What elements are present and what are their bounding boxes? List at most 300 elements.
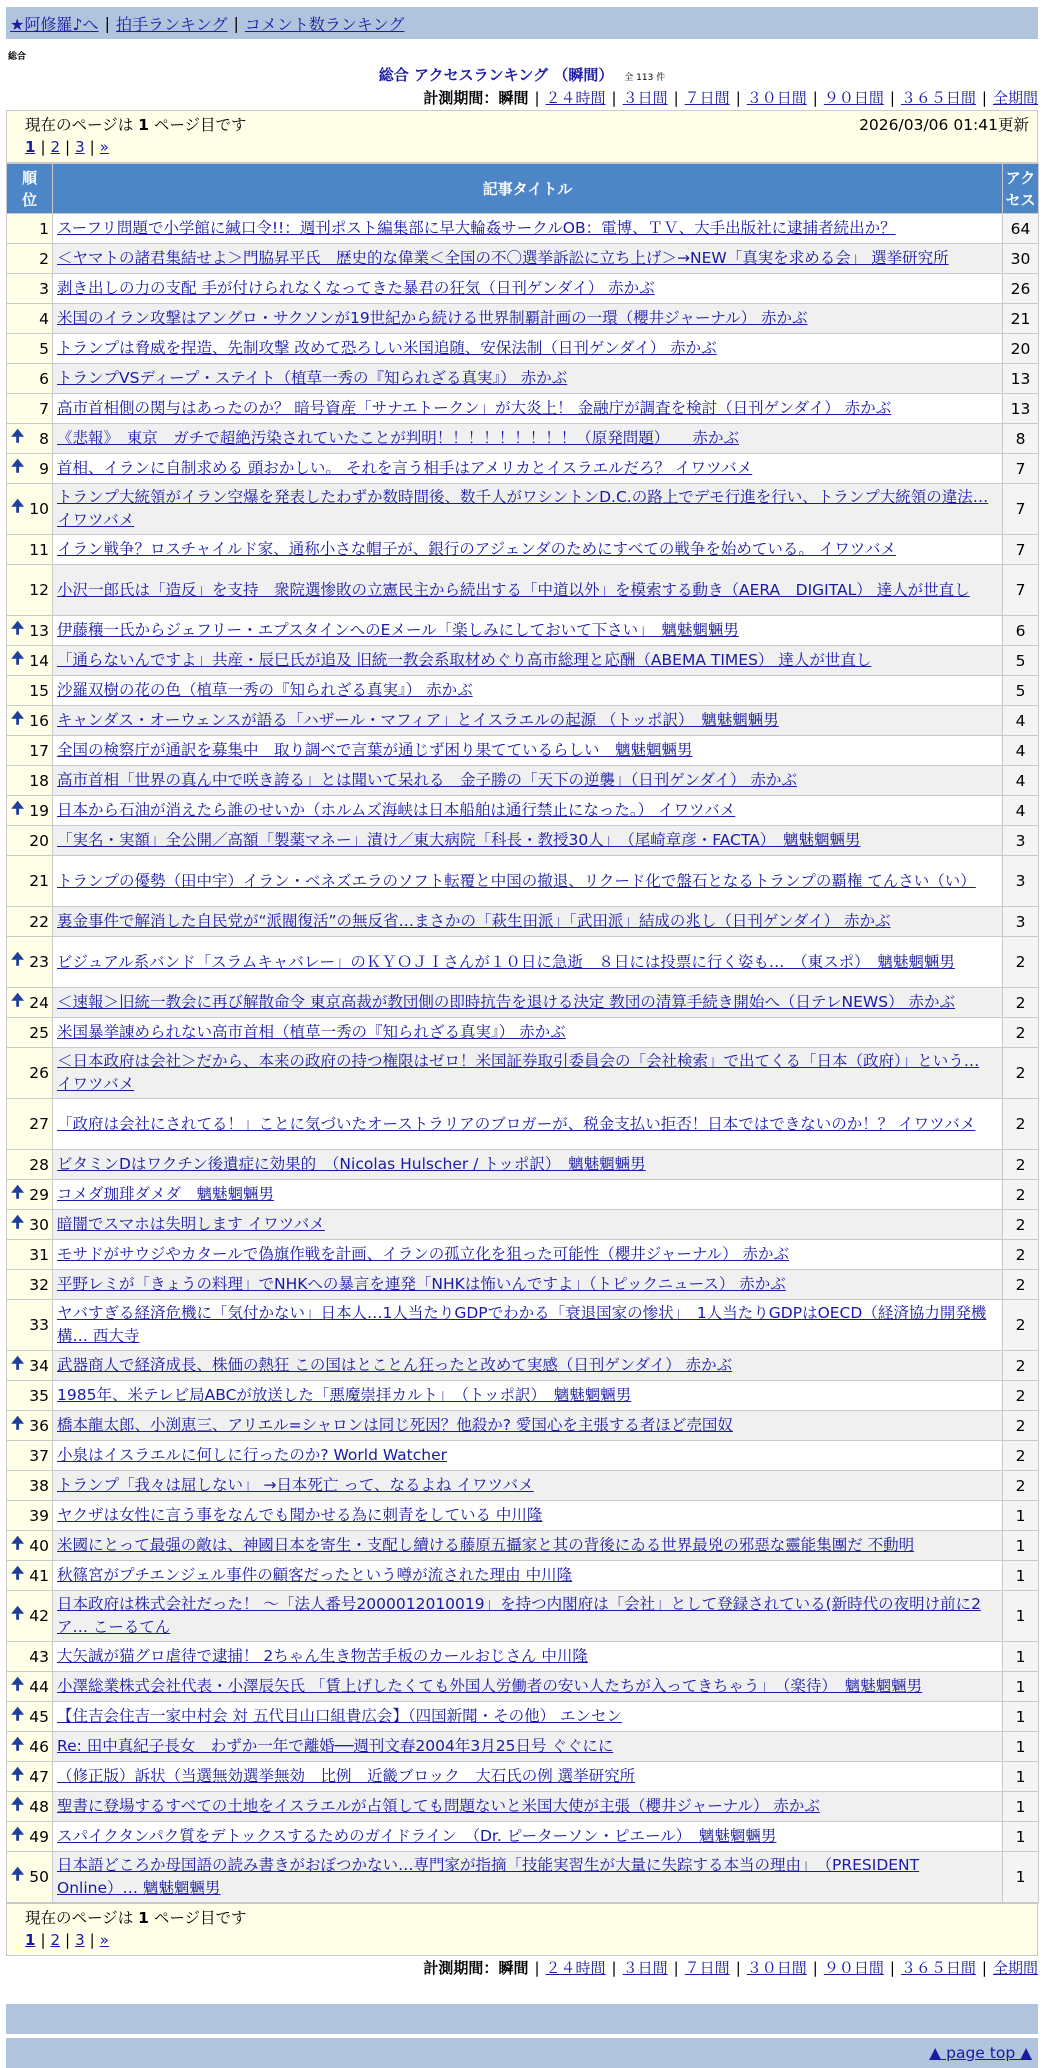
title-cell	[53, 565, 1003, 616]
page-link[interactable]: 3	[75, 1931, 85, 1949]
access-count: 2	[1003, 1411, 1039, 1441]
rank-cell	[7, 1351, 53, 1381]
title-cell	[53, 907, 1003, 937]
period-current: 瞬間	[498, 89, 529, 107]
table-row	[7, 424, 1039, 454]
rank-number: 3	[39, 279, 49, 298]
title-cell	[53, 1240, 1003, 1270]
up-arrow-icon: 🠉	[11, 648, 25, 667]
access-count: 7	[1003, 454, 1039, 484]
table-row	[7, 1381, 1039, 1411]
access-count: 1	[1003, 1852, 1039, 1903]
access-count: 1	[1003, 1702, 1039, 1732]
rank-cell	[7, 1270, 53, 1300]
access-count: 2	[1003, 1150, 1039, 1180]
period-link[interactable]: ３日間	[622, 1959, 668, 1977]
count-column-header: アクセス	[1003, 164, 1039, 214]
rank-number: 13	[29, 621, 49, 640]
title-cell	[53, 736, 1003, 766]
rank-cell	[7, 484, 53, 535]
rank-cell	[7, 826, 53, 856]
rank-number: 2	[39, 249, 49, 268]
rank-cell	[7, 334, 53, 364]
page-current[interactable]: 1	[25, 1931, 36, 1949]
rank-number: 25	[29, 1023, 49, 1042]
rank-cell	[7, 1792, 53, 1822]
article-title-link[interactable]: ヤバすぎる経済危機に「気付かない」日本人…1人当たりGDPでわかる「衰退国家の惨状」 1人当たりGDPはOECD（経済協力開発機構… 西大寺	[57, 1304, 987, 1345]
nav-clap-ranking-link[interactable]: 拍手ランキング	[115, 14, 228, 34]
rank-cell	[7, 1099, 53, 1150]
up-arrow-icon: 🠉	[11, 1413, 25, 1432]
title-cell	[53, 1702, 1003, 1732]
rank-number: 37	[29, 1446, 49, 1465]
period-link[interactable]: ７日間	[684, 89, 730, 107]
rank-number: 22	[29, 912, 49, 931]
article-title-link[interactable]: ビタミンDはワクチン後遺症に効果的 （Nicolas Hulscher / トッポ訳） 魑魅魍魎男	[57, 1155, 646, 1173]
page-link[interactable]: 2	[50, 1931, 61, 1949]
up-arrow-icon: 🠉	[11, 949, 25, 969]
table-row	[7, 1441, 1039, 1471]
title-cell	[53, 274, 1003, 304]
nav-asyura-home-link[interactable]: ★阿修羅♪へ	[10, 14, 99, 34]
title-cell	[53, 1048, 1003, 1099]
access-count: 2	[1003, 1240, 1039, 1270]
table-row	[7, 1531, 1039, 1561]
access-count: 2	[1003, 1099, 1039, 1150]
article-title-link[interactable]: 橋本龍太郎、小渕恵三、アリエル=シャロンは同じ死因？他殺か? 愛国心を主張する者ほど売国奴	[57, 1416, 733, 1434]
rank-cell	[7, 856, 53, 907]
rank-cell	[7, 646, 53, 676]
rank-number: 42	[29, 1607, 49, 1625]
page-top-bar	[6, 2038, 1038, 2068]
article-title-link[interactable]: モサドがサウジやカタールで偽旗作戦を計画、イランの孤立化を狙った可能性（櫻井ジャーナル） 赤かぶ	[57, 1245, 790, 1263]
title-cell	[53, 826, 1003, 856]
title-cell	[53, 1762, 1003, 1792]
title-cell	[53, 1381, 1003, 1411]
period-link[interactable]: ３６５日間	[900, 89, 976, 107]
article-title-link[interactable]: 日本から石油が消えたら誰のせいか（ホルムズ海峡は日本船舶は通行禁止になった。） イワツバメ	[57, 801, 736, 819]
article-title-link[interactable]: 小泉はイスラエルに何しに行ったのか? World Watcher	[57, 1446, 448, 1464]
rank-cell	[7, 1501, 53, 1531]
access-count: 1	[1003, 1762, 1039, 1792]
article-title-link[interactable]: 小澤総業株式会社代表・小澤辰矢氏 「賃上げしたくても外国人労働者の安い人たちが入ってきちゃう」 （楽待） 魑魅魍魎男	[57, 1677, 923, 1695]
table-row	[7, 736, 1039, 766]
rank-cell	[7, 424, 53, 454]
rank-number: 44	[29, 1677, 49, 1696]
up-arrow-icon: 🠉	[11, 1734, 25, 1753]
article-title-link[interactable]: 「政府は会社にされてる！」ことに気づいたオーストラリアのブロガーが、税金支払い拒否！日本ではできないのか！？ イワツバメ	[57, 1114, 976, 1133]
up-arrow-icon: 🠉	[11, 496, 25, 516]
article-title-link[interactable]: 小沢一郎氏は「造反」を支持 衆院選惨敗の立憲民主から続出する「中道以外」を模索する動き（AERA DIGITAL） 達人が世直し	[57, 580, 970, 599]
table-row	[7, 1210, 1039, 1240]
rank-cell	[7, 244, 53, 274]
table-row	[7, 826, 1039, 856]
ranking-table	[6, 163, 1039, 1903]
rank-number: 43	[29, 1647, 49, 1666]
title-cell	[53, 1822, 1003, 1852]
rank-column-header: 順位	[7, 164, 53, 214]
access-count: 30	[1003, 244, 1039, 274]
table-row	[7, 1471, 1039, 1501]
period-link[interactable]: ３日間	[622, 89, 668, 107]
rank-cell	[7, 1822, 53, 1852]
title-cell	[53, 1852, 1003, 1903]
article-title-link[interactable]: ＜速報＞旧統一教会に再び解散命令 東京高裁が教団側の即時抗告を退ける決定 教団の清算手続き開始へ（日テレNEWS） 赤かぶ	[57, 993, 956, 1011]
table-row	[7, 334, 1039, 364]
article-title-link[interactable]: 高市首相側の関与はあったのか？ 暗号資産「サナエトークン」が大炎上！ 金融庁が調査を検討（日刊ゲンダイ） 赤かぶ	[57, 399, 892, 417]
access-count: 2	[1003, 1210, 1039, 1240]
article-title-link[interactable]: 「通らないんですよ」共産・辰巳氏が追及 旧統一教会系取材めぐり高市総理と応酬（ABEMA TIMES） 達人が世直し	[57, 651, 872, 669]
table-row	[7, 1732, 1039, 1762]
period-link[interactable]: ９０日間	[823, 1959, 884, 1977]
title-cell	[53, 1351, 1003, 1381]
article-title-link[interactable]: 高市首相「世界の真ん中で咲き誇る」とは聞いて呆れる 金子勝の「天下の逆襲」（日刊ゲンダイ） 赤かぶ	[57, 771, 797, 789]
article-title-link[interactable]: 1985年、米テレビ局ABCが放送した「悪魔崇拝カルト」 （トッポ訳） 魑魅魍魎男	[57, 1386, 632, 1404]
article-title-link[interactable]: 平野レミが「きょうの料理」でNHKへの暴言を連発「NHKは怖いんですよ」（トピックニュース） 赤かぶ	[57, 1275, 786, 1293]
article-title-link[interactable]: 米國にとって最强の敵は、神國日本を寄生・支配し續ける藤原五攝家と其の背後にゐる世界最兇の邪惡な靈能集團だ 不動明	[57, 1536, 915, 1554]
rank-cell	[7, 1561, 53, 1591]
title-cell	[53, 1180, 1003, 1210]
table-row	[7, 364, 1039, 394]
access-count: 2	[1003, 1270, 1039, 1300]
title-cell	[53, 214, 1003, 244]
page-link[interactable]: »	[99, 138, 109, 156]
title-cell	[53, 1642, 1003, 1672]
access-count: 2	[1003, 1018, 1039, 1048]
access-count: 2	[1003, 1048, 1039, 1099]
period-link[interactable]: ３０日間	[746, 1959, 807, 1977]
table-row	[7, 1561, 1039, 1591]
title-cell	[53, 1561, 1003, 1591]
rank-number: 31	[29, 1245, 49, 1264]
rank-cell	[7, 1411, 53, 1441]
table-row	[7, 1351, 1039, 1381]
rank-number: 12	[29, 581, 49, 599]
title-cell	[53, 424, 1003, 454]
article-title-link[interactable]: 米国のイラン攻撃はアングロ・サクソンが19世紀から続ける世界制覇計画の一環（櫻井ジャーナル） 赤かぶ	[57, 309, 808, 327]
article-title-link[interactable]: 剥き出しの力の支配 手が付けられなくなってきた暴君の狂気（日刊ゲンダイ） 赤かぶ	[57, 279, 655, 297]
article-title-link[interactable]: 裏金事件で解消した自民党が“派閥復活”の無反省…まさかの「萩生田派」「武田派」結成の兆し（日刊ゲンダイ） 赤かぶ	[57, 912, 891, 930]
table-row	[7, 1180, 1039, 1210]
article-title-link[interactable]: 沙羅双樹の花の色（植草一秀の『知られざる真実』） 赤かぶ	[57, 681, 473, 699]
page-top-link[interactable]: ▲ page top ▲	[929, 2044, 1032, 2062]
table-row	[7, 1762, 1039, 1792]
article-title-link[interactable]: トランプ大統領がイラン空爆を発表したわずか数時間後、数千人がワシントンD.C.の路上でデモ行進を行い、トランプ大統領の違法… イワツバメ	[57, 488, 989, 529]
page-title: 総合 アクセスランキング （瞬間）	[378, 66, 614, 84]
article-title-link[interactable]: ＜ヤマトの諸君集結せよ＞門脇昇平氏 歴史的な偉業＜全国の不〇選挙訴訟に立ち上げ＞→NEW「真実を求める会」 選挙研究所	[57, 249, 949, 267]
rank-cell	[7, 1852, 53, 1903]
access-count: 7	[1003, 535, 1039, 565]
title-cell	[53, 1792, 1003, 1822]
rank-number: 7	[39, 399, 49, 418]
rank-cell	[7, 1150, 53, 1180]
rank-cell	[7, 1048, 53, 1099]
rank-number: 36	[29, 1416, 49, 1435]
rank-cell	[7, 616, 53, 646]
page	[6, 7, 1038, 2068]
rank-cell	[7, 736, 53, 766]
table-row	[7, 907, 1039, 937]
access-count: 2	[1003, 988, 1039, 1018]
rank-number: 38	[29, 1476, 49, 1495]
title-cell	[53, 937, 1003, 988]
access-count: 21	[1003, 304, 1039, 334]
rank-number: 21	[29, 872, 49, 890]
page-link[interactable]: 3	[75, 138, 85, 156]
table-row	[7, 1672, 1039, 1702]
article-title-link[interactable]: 日本語どころか母国語の読み書きがおぼつかない…専門家が指摘「技能実習生が大量に失踪する本当の理由」 （PRESIDENT Online）… 魑魅魍魎男	[57, 1856, 920, 1897]
title-cell	[53, 766, 1003, 796]
article-title-link[interactable]: 暗闇でスマホは失明します イワツバメ	[57, 1215, 325, 1233]
article-title-link[interactable]: 伊藤穰一氏からジェフリー・エプスタインへのEメール「楽しみにしておいて下さい」 魑魅魍魎男	[57, 621, 739, 639]
title-cell	[53, 1672, 1003, 1702]
article-title-link[interactable]: 全国の検察庁が通訳を募集中 取り調べで言葉が通じず困り果てているらしい 魑魅魍魎男	[57, 741, 693, 759]
rank-number: 46	[29, 1737, 49, 1756]
table-row	[7, 1270, 1039, 1300]
rank-cell	[7, 1531, 53, 1561]
article-title-link[interactable]: コメダ珈琲ダメダ 魑魅魍魎男	[57, 1185, 275, 1203]
article-title-link[interactable]: イラン戦争？ロスチャイルド家、通称小さな帽子が、銀行のアジェンダのためにすべての戦争を始めている。 イワツバメ	[57, 540, 896, 558]
rank-cell	[7, 1732, 53, 1762]
table-row	[7, 565, 1039, 616]
rank-cell	[7, 706, 53, 736]
table-row	[7, 937, 1039, 988]
access-count: 2	[1003, 1441, 1039, 1471]
title-cell	[53, 244, 1003, 274]
access-count: 1	[1003, 1732, 1039, 1762]
article-title-link[interactable]: トランプは脅威を捏造、先制攻撃 改めて恐ろしい米国追随、安保法制（日刊ゲンダイ） 赤かぶ	[57, 339, 717, 357]
title-cell	[53, 364, 1003, 394]
title-cell	[53, 646, 1003, 676]
access-count: 1	[1003, 1531, 1039, 1561]
title-cell	[53, 988, 1003, 1018]
rank-number: 32	[29, 1275, 49, 1294]
article-title-link[interactable]: Re: 田中真紀子長女 わずか一年で離婚──週刊文春2004年3月25日号 ぐぐにに	[57, 1737, 614, 1755]
rank-number: 10	[29, 500, 49, 518]
article-title-link[interactable]: 秋篠宮がプチエンジェル事件の顧客だったという噂が流された理由 中川隆	[57, 1566, 573, 1584]
total-count: 全 113 件	[624, 73, 666, 83]
table-row	[7, 1150, 1039, 1180]
article-title-link[interactable]: 「実名・実額」全公開／高額「製薬マネー」漬け／東大病院「科長・教授30人」 （尾崎章彦・FACTA） 魑魅魍魎男	[57, 831, 861, 849]
period-selector-top: 計測期間：瞬間 | ２４時間 | ３日間 | ７日間 | ３０日間 | ９０日間 | ３６５日間 | 全期間	[423, 89, 1038, 107]
access-count: 7	[1003, 565, 1039, 616]
access-count: 26	[1003, 274, 1039, 304]
rank-number: 48	[29, 1797, 49, 1816]
table-row	[7, 1642, 1039, 1672]
access-count: 5	[1003, 646, 1039, 676]
period-link[interactable]: ９０日間	[823, 89, 884, 107]
article-title-link[interactable]: 聖書に登場するすべての土地をイスラエルが占領しても問題ないと米国大使が主張（櫻井ジャーナル） 赤かぶ	[57, 1797, 820, 1815]
rank-cell	[7, 796, 53, 826]
rank-cell	[7, 766, 53, 796]
rank-cell	[7, 535, 53, 565]
access-count: 2	[1003, 937, 1039, 988]
up-arrow-icon: 🠉	[11, 1764, 25, 1783]
table-row	[7, 1048, 1039, 1099]
access-count: 1	[1003, 1792, 1039, 1822]
pager-top	[6, 110, 1038, 163]
pager-links: 1 | 2 | 3 | »	[25, 138, 109, 156]
article-title-link[interactable]: 大矢誠が猫グロ虐待で逮捕！ 2ちゃん生き物苦手板のカールおじさん 中川隆	[57, 1647, 588, 1665]
up-arrow-icon: 🠉	[11, 990, 25, 1009]
table-row	[7, 1300, 1039, 1351]
table-row	[7, 214, 1039, 244]
period-link[interactable]: ３６５日間	[900, 1959, 976, 1977]
article-title-link[interactable]: スパイクタンパク質をデトックスするためのガイドライン （Dr. ピーターソン・ピエール） 魑魅魍魎男	[57, 1827, 777, 1845]
rank-cell	[7, 565, 53, 616]
access-count: 1	[1003, 1501, 1039, 1531]
pager-links-bottom: 1 | 2 | 3 | »	[25, 1931, 109, 1949]
period-link[interactable]: 全期間	[992, 1959, 1038, 1977]
page-current[interactable]: 1	[25, 138, 36, 156]
title-cell	[53, 1411, 1003, 1441]
title-cell	[53, 1018, 1003, 1048]
table-row	[7, 1852, 1039, 1903]
article-title-link[interactable]: ＜日本政府は会社＞だから、本来の政府の持つ権限はゼロ！米国証券取引委員会の「会社検索」で出てくる「日本（政府）」という… イワツバメ	[57, 1052, 980, 1093]
access-count: 1	[1003, 1561, 1039, 1591]
up-arrow-icon: 🠉	[11, 618, 25, 637]
title-cell	[53, 1210, 1003, 1240]
article-title-link[interactable]: ビジュアル系バンド「スラムキャバレー」のＫＹＯＪＩさんが１０日に急逝 ８日には投票に行く姿も… （東スポ） 魑魅魍魎男	[57, 952, 955, 971]
title-cell	[53, 1150, 1003, 1180]
rank-number: 41	[29, 1566, 49, 1585]
rank-cell	[7, 676, 53, 706]
rank-number: 14	[29, 651, 49, 670]
rank-number: 5	[39, 339, 49, 358]
ranking-heading	[6, 64, 1038, 86]
article-title-link[interactable]: キャンダス・オーウェンスが語る「ハザール・マフィア」とイスラエルの起源 （トッポ訳） 魑魅魍魎男	[57, 711, 779, 729]
access-count: 3	[1003, 856, 1039, 907]
period-link[interactable]: ２４時間	[545, 89, 606, 107]
title-cell	[53, 1270, 1003, 1300]
up-arrow-icon: 🠉	[11, 426, 25, 445]
article-title-link[interactable]: トランプの優勢（田中宇）イラン・ベネズエラのソフト転覆と中国の撤退、リクード化で盤石となるトランプの覇権 てんさい（い）	[57, 871, 976, 890]
rank-cell	[7, 364, 53, 394]
rank-number: 39	[29, 1506, 49, 1525]
access-count: 1	[1003, 1642, 1039, 1672]
up-arrow-icon: 🠉	[11, 456, 25, 475]
section-label: 総合	[8, 52, 27, 62]
access-count: 2	[1003, 1351, 1039, 1381]
article-title-link[interactable]: ヤクザは女性に言う事をなんでも聞かせる為に刺青をしている 中川隆	[57, 1506, 543, 1524]
article-title-link[interactable]: 日本政府は株式会社だった！ ～「法人番号2000012010019」を持つ内閣府は「会社」として登録されている(新時代の夜明け前に2ア… こーるてん	[57, 1595, 982, 1636]
rank-number: 23	[29, 953, 49, 971]
rank-number: 34	[29, 1356, 49, 1375]
period-link[interactable]: ７日間	[684, 1959, 730, 1977]
rank-number: 20	[29, 831, 49, 850]
table-row	[7, 616, 1039, 646]
table-row	[7, 706, 1039, 736]
rank-cell	[7, 1471, 53, 1501]
period-link[interactable]: ２４時間	[545, 1959, 606, 1977]
access-count: 8	[1003, 424, 1039, 454]
access-count: 1	[1003, 1822, 1039, 1852]
table-row	[7, 1501, 1039, 1531]
rank-number: 19	[29, 801, 49, 820]
access-count: 13	[1003, 364, 1039, 394]
table-row	[7, 1591, 1039, 1642]
period-link[interactable]: 全期間	[992, 89, 1038, 107]
nav-comment-ranking-link[interactable]: コメント数ランキング	[244, 14, 405, 34]
rank-number: 50	[29, 1868, 49, 1886]
rank-cell	[7, 274, 53, 304]
title-cell	[53, 1531, 1003, 1561]
article-title-link[interactable]: トランプ「我々は屈しない」 →日本死亡 って、なるよね イワツバメ	[57, 1476, 534, 1494]
article-title-link[interactable]: 《悲報》 東京 ガチで超絶汚染されていたことが判明！！！！！！！！！（原発問題） 赤かぶ	[57, 429, 740, 447]
pager-bottom	[6, 1903, 1038, 1956]
article-title-link[interactable]: 武器商人で経済成長、株価の熱狂 この国はとことん狂ったと改めて実感（日刊ゲンダイ） 赤かぶ	[57, 1356, 733, 1374]
access-count: 5	[1003, 676, 1039, 706]
up-arrow-icon: 🠉	[11, 1704, 25, 1723]
title-cell	[53, 1501, 1003, 1531]
rank-cell	[7, 394, 53, 424]
access-count: 2	[1003, 1300, 1039, 1351]
article-title-link[interactable]: 【住吉会住吉一家中村会 対 五代目山口組貴広会】（四国新聞・その他） エンセン	[57, 1707, 623, 1725]
access-count: 1	[1003, 1672, 1039, 1702]
up-arrow-icon: 🠉	[11, 1794, 25, 1813]
title-cell	[53, 1441, 1003, 1471]
article-title-link[interactable]: スーフリ問題で小学館に緘口令!!：週刊ポスト編集部に早大輪姦サークルOB：電博、ＴＶ、大手出版社に逮捕者続出か？	[57, 219, 896, 237]
page-status-bottom: 現在のページは 1 ページ目です	[25, 1909, 247, 1927]
access-count: 2	[1003, 1471, 1039, 1501]
period-label: 計測期間：	[423, 89, 499, 107]
page-link[interactable]: »	[99, 1931, 109, 1949]
up-arrow-icon: 🠉	[11, 1533, 25, 1552]
up-arrow-icon: 🠉	[11, 1212, 25, 1231]
title-cell	[53, 706, 1003, 736]
period-current: 瞬間	[498, 1959, 529, 1977]
rank-cell	[7, 1762, 53, 1792]
title-cell	[53, 1471, 1003, 1501]
rank-cell	[7, 214, 53, 244]
article-title-link[interactable]: トランプVSディープ・ステイト（植草一秀の『知られざる真実』） 赤かぶ	[57, 369, 568, 387]
rank-number: 15	[29, 681, 49, 700]
title-cell	[53, 676, 1003, 706]
rank-number: 4	[39, 309, 49, 328]
page-link[interactable]: 2	[50, 138, 61, 156]
top-nav: ★阿修羅♪へ | 拍手ランキング | コメント数ランキング	[6, 7, 1038, 39]
title-cell	[53, 1732, 1003, 1762]
title-cell	[53, 394, 1003, 424]
article-title-link[interactable]: 米国暴挙諌められない高市首相（植草一秀の『知られざる真実』） 赤かぶ	[57, 1023, 566, 1041]
table-row	[7, 1240, 1039, 1270]
table-row	[7, 676, 1039, 706]
up-arrow-icon: 🠉	[11, 1674, 25, 1693]
rank-cell	[7, 454, 53, 484]
up-arrow-icon: 🠉	[11, 1824, 25, 1843]
up-arrow-icon: 🠉	[11, 1182, 25, 1201]
rank-number: 47	[29, 1767, 49, 1786]
article-title-link[interactable]: （修正版）訴状（当選無効選挙無効 比例 近畿ブロック 大石氏の例 選挙研究所	[57, 1767, 636, 1785]
rank-number: 6	[39, 369, 49, 388]
rank-number: 1	[39, 219, 49, 238]
rank-number: 28	[29, 1155, 49, 1174]
up-arrow-icon: 🠉	[11, 798, 25, 817]
rank-number: 8	[39, 429, 49, 448]
table-row	[7, 535, 1039, 565]
title-cell	[53, 334, 1003, 364]
table-row	[7, 796, 1039, 826]
rank-cell	[7, 304, 53, 334]
table-row	[7, 1792, 1039, 1822]
table-row	[7, 1099, 1039, 1150]
rank-number: 49	[29, 1827, 49, 1846]
rank-number: 33	[29, 1316, 49, 1334]
period-link[interactable]: ３０日間	[746, 89, 807, 107]
article-title-link[interactable]: 首相、イランに自制求める 頭おかしい。 それを言う相手はアメリカとイスラエルだろ？ イワツバメ	[57, 459, 753, 477]
table-row	[7, 646, 1039, 676]
title-cell	[53, 454, 1003, 484]
